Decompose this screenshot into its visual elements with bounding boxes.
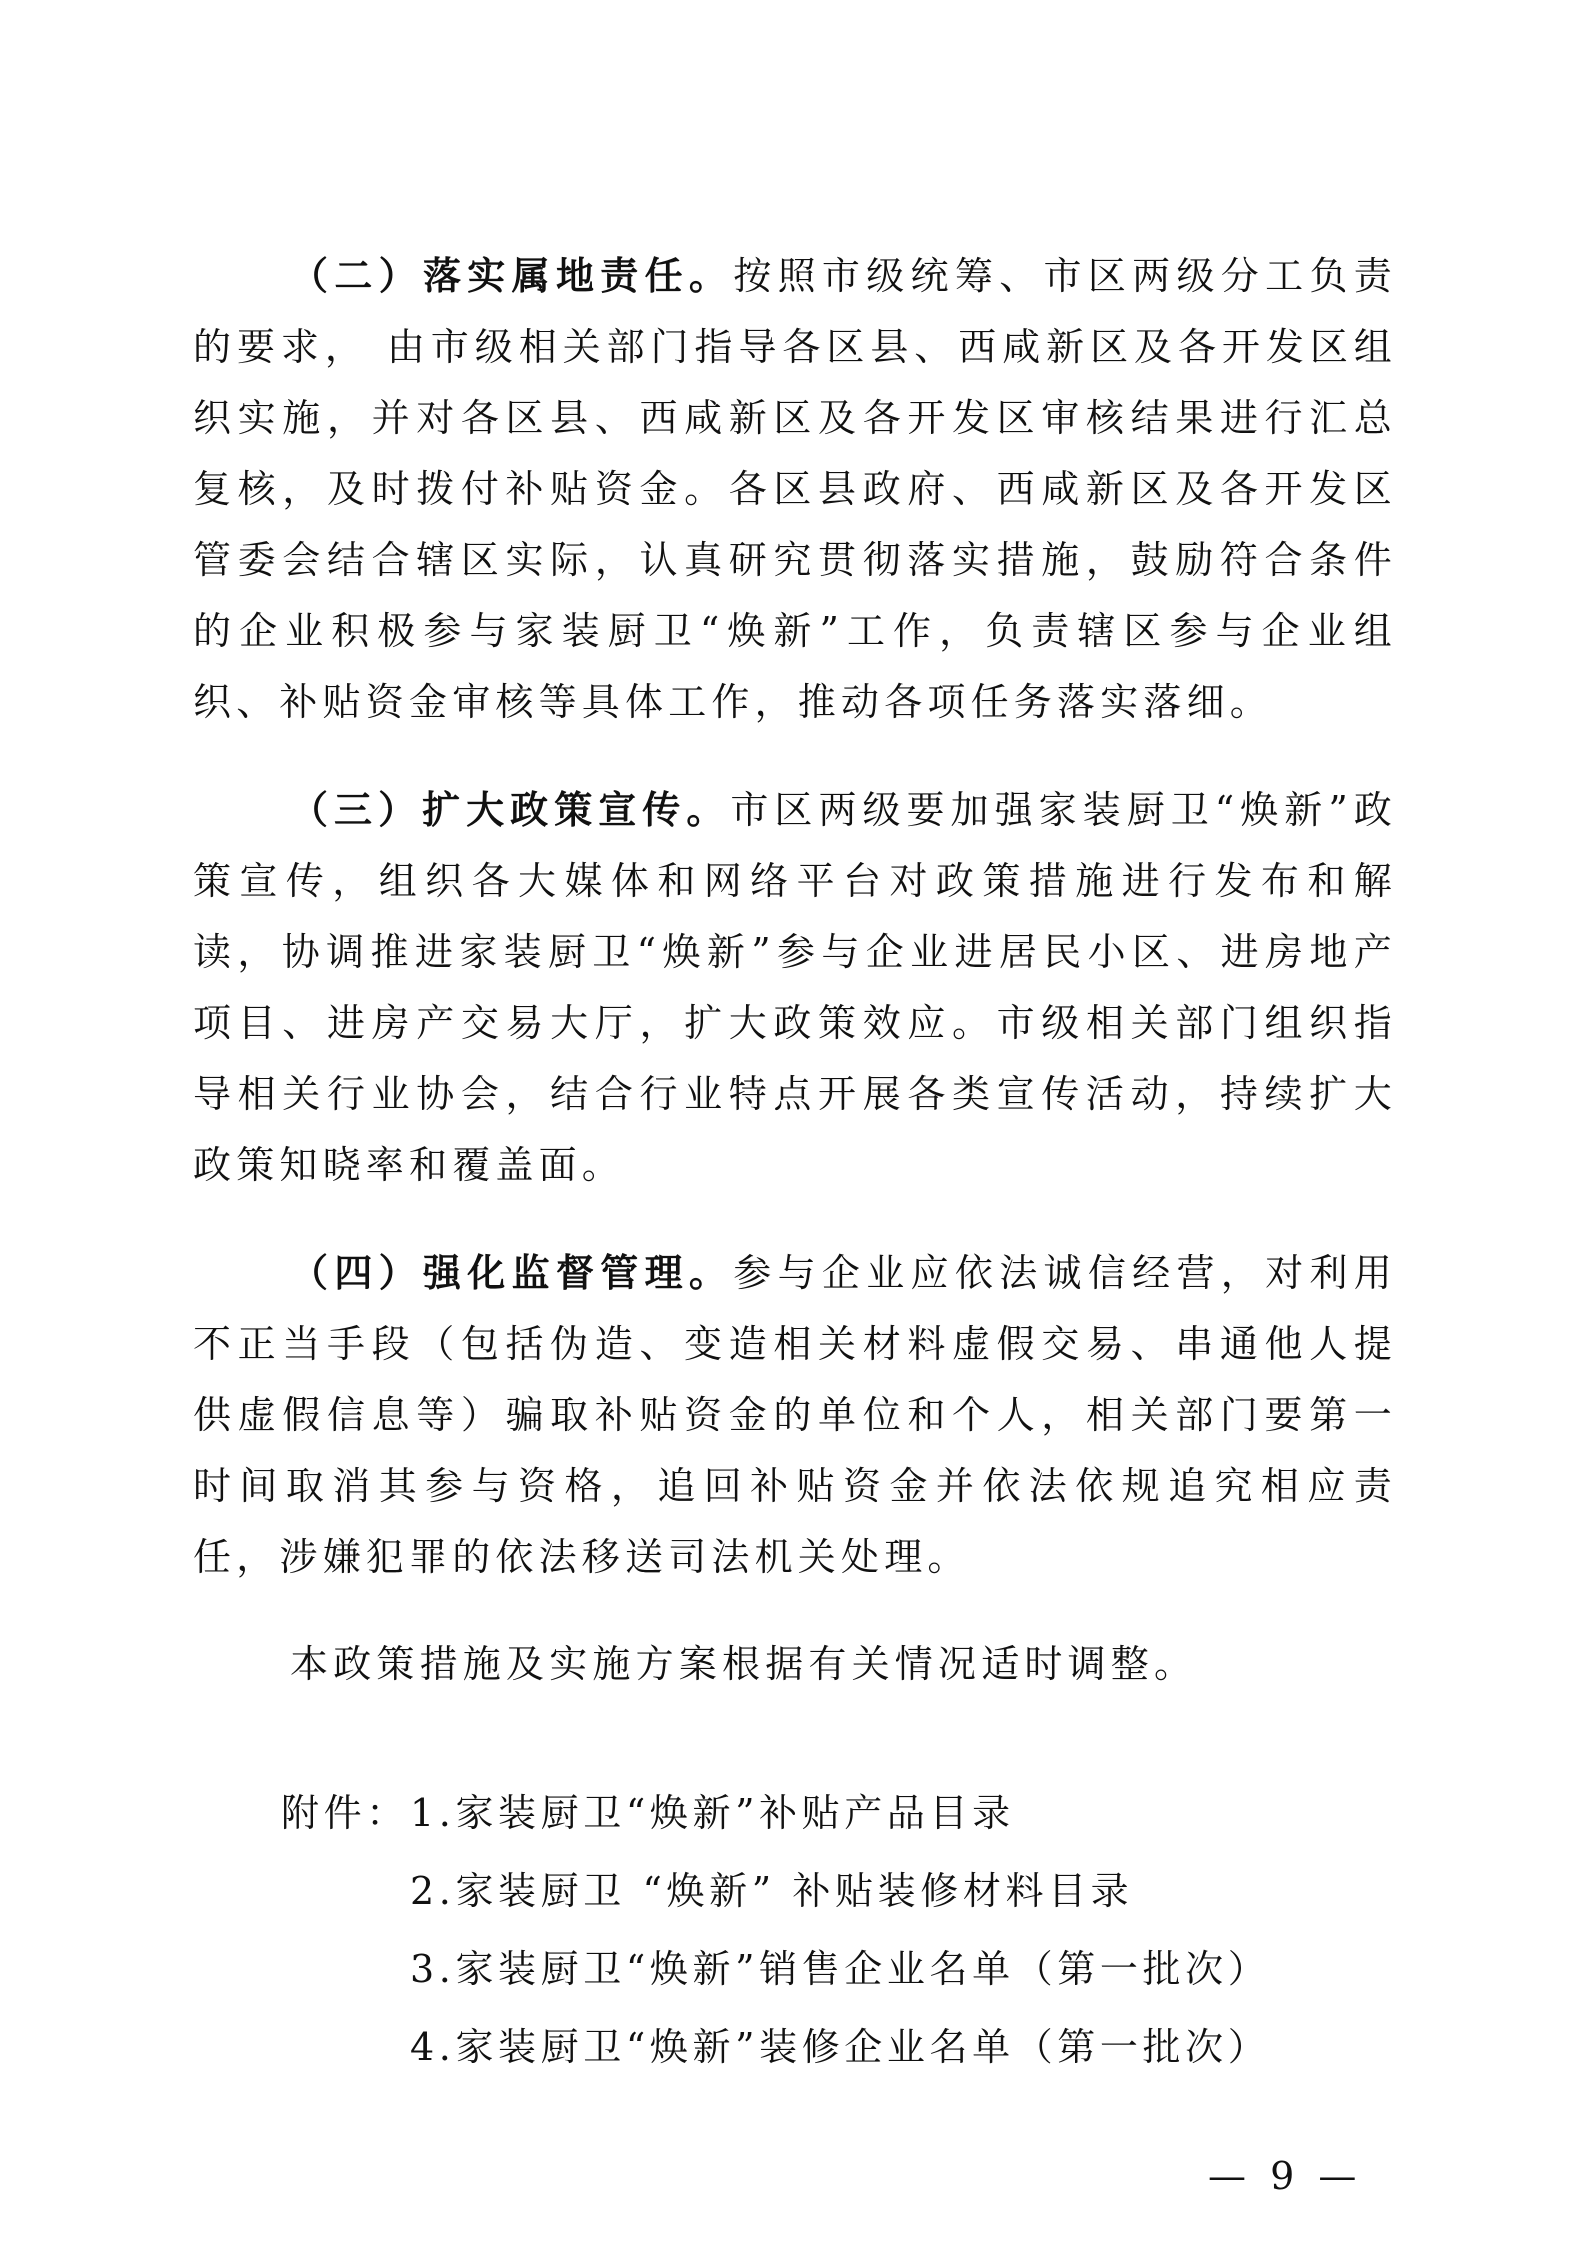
attachment-row bbox=[193, 1930, 1397, 2008]
section-paragraph-4 bbox=[193, 1237, 1397, 1593]
attachment-item-2: 2.家装厨卫 “焕新” 补贴装修材料目录 bbox=[410, 1869, 1134, 1913]
attachments-list bbox=[193, 1774, 1397, 2086]
attachment-item-1: 1.家装厨卫“焕新”补贴产品目录 bbox=[410, 1791, 1015, 1835]
section-heading-3: （三）扩大政策宣传。 bbox=[290, 787, 731, 832]
closing-note: 本政策措施及实施方案根据有关情况适时调整。 bbox=[290, 1642, 1198, 1686]
document-body bbox=[193, 240, 1397, 2086]
section-paragraph-2 bbox=[193, 240, 1397, 738]
section-heading-2: （二）落实属地责任。 bbox=[290, 253, 734, 298]
section-paragraph-3 bbox=[193, 774, 1397, 1201]
attachments-label: 附件： bbox=[281, 1791, 409, 1835]
section-body-3: 市区两级要加强家装厨卫“焕新”政策宣传，组织各大媒体和网络平台对政策措施进行发布和解读，协调推进家装厨卫“焕新”参与企业进居民小区、进房地产项目、进房产交易大厅，扩大政策效应。市级相关部门组织指导相关行业协会，结合行业特点开展各类宣传活动，持续扩大政策知晓率和覆盖面。 bbox=[193, 788, 1397, 1187]
section-body-2: 按照市级统筹、市区两级分工负责的要求， 由市级相关部门指导各区县、西咸新区及各开发区组织实施，并对各区县、西咸新区及各开发区审核结果进行汇总复核，及时拨付补贴资金。各区县政府、西咸新区及各开发区管委会结合辖区实际，认真研究贯彻落实措施，鼓励符合条件的企业积极参与家装厨卫“焕新”工作，负责辖区参与企业组织、补贴资金审核等具体工作，推动各项任务落实落细。 bbox=[193, 254, 1397, 724]
attachment-row bbox=[193, 2008, 1397, 2086]
attachment-indent bbox=[281, 1852, 410, 1930]
section-body-4: 参与企业应依法诚信经营，对利用不正当手段（包括伪造、变造相关材料虚假交易、串通他人提供虚假信息等）骗取补贴资金的单位和个人，相关部门要第一时间取消其参与资格，追回补贴资金并依法依规追究相应责任，涉嫌犯罪的依法移送司法机关处理。 bbox=[193, 1251, 1397, 1579]
attachment-indent bbox=[281, 2008, 410, 2086]
attachment-row bbox=[193, 1852, 1397, 1930]
attachment-item-3: 3.家装厨卫“焕新”销售企业名单（第一批次） bbox=[410, 1947, 1271, 1991]
section-heading-4: （四）强化监督管理。 bbox=[290, 1250, 734, 1295]
attachment-indent bbox=[281, 1930, 410, 2008]
page-number: — 9 — bbox=[1208, 2154, 1363, 2198]
attachment-item-4: 4.家装厨卫“焕新”装修企业名单（第一批次） bbox=[410, 2025, 1271, 2069]
attachment-row bbox=[193, 1774, 1397, 1852]
